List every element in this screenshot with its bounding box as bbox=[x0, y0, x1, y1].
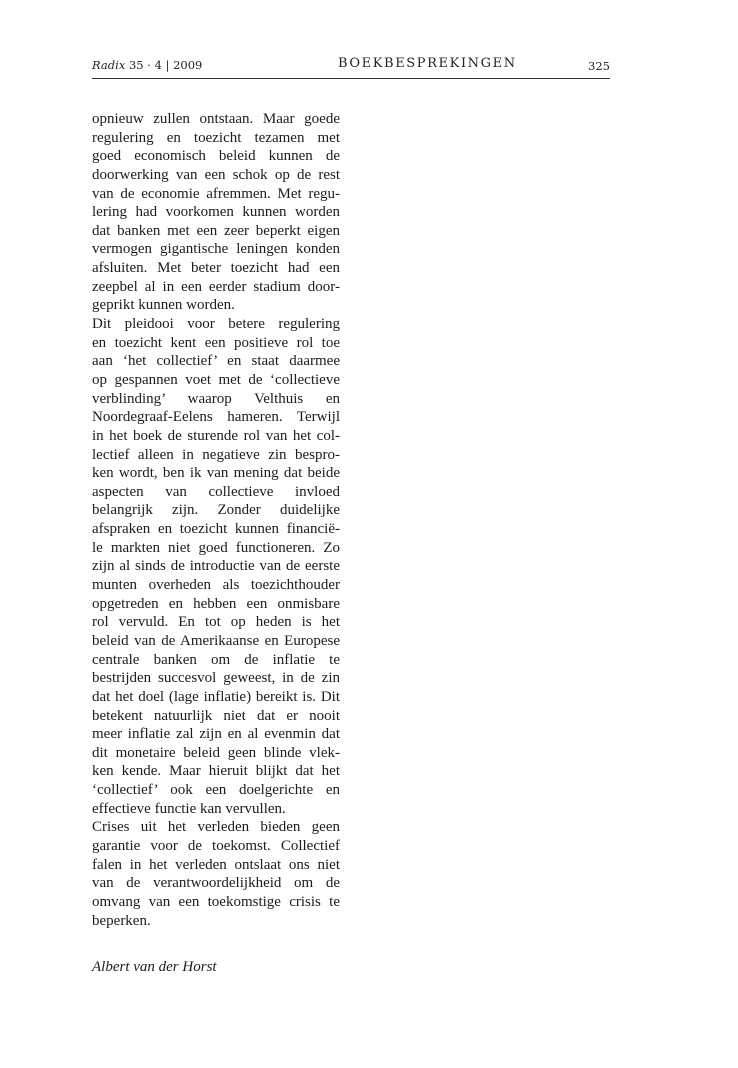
paragraph bbox=[92, 110, 340, 315]
text-line: meer inflatie zal zijn en al evenmin dat bbox=[92, 726, 340, 743]
text-line: ken kende. Maar hieruit blijkt dat het bbox=[92, 763, 340, 780]
section-title: BOEKBESPREKINGEN bbox=[338, 56, 517, 71]
text-line: beperken. bbox=[92, 912, 151, 929]
text-line: regulering en toezicht tezamen met bbox=[92, 129, 340, 146]
text-line: munten overheden als toezichthouder bbox=[92, 577, 340, 594]
text-line: in het boek de sturende rol van het col- bbox=[92, 427, 340, 444]
text-line: le markten niet goed functioneren. Zo bbox=[92, 539, 340, 556]
text-line: dat het doel (lage inflatie) bereikt is. Dit bbox=[92, 688, 340, 705]
text-line: vermogen gigantische leningen konden bbox=[92, 241, 340, 258]
text-line: opnieuw zullen ontstaan. Maar goede bbox=[92, 111, 340, 127]
text-line: beleid van de Amerikaanse en Europese bbox=[92, 632, 340, 649]
text-line: rol vervuld. En tot op heden is het bbox=[92, 614, 340, 631]
text-line: geprikt kunnen worden. bbox=[92, 297, 235, 314]
text-line: aan ‘het collectief’ en staat daarmee bbox=[92, 353, 340, 370]
text-line: zijn al sinds de introductie van de eerste bbox=[92, 558, 340, 575]
text-line: effectieve functie kan vervullen. bbox=[92, 800, 286, 817]
text-line: Dit pleidooi voor betere regulering bbox=[92, 316, 340, 333]
text-line: dat banken met een zeer beperkt eigen bbox=[92, 222, 340, 239]
text-line: ken wordt, ben ik van mening dat beide bbox=[92, 465, 340, 482]
text-line: bestrijden succesvol geweest, in de zin bbox=[92, 670, 340, 687]
text-line: verblinding’ waarop Velthuis en bbox=[92, 390, 340, 407]
issue-info: 35 · 4 | 2009 bbox=[128, 58, 203, 72]
text-line: centrale banken om de inflatie te bbox=[92, 651, 340, 668]
text-line: falen in het verleden ontslaat ons niet bbox=[92, 856, 340, 873]
text-line: op gespannen voet met de ‘collectieve bbox=[92, 371, 340, 388]
magazine-name: Radix bbox=[92, 58, 126, 72]
text-line: garantie voor de toekomst. Collectief bbox=[92, 837, 340, 854]
text-line: Noordegraaf-Eelens hameren. Terwijl bbox=[92, 409, 340, 426]
text-line: betekent natuurlijk niet dat er nooit bbox=[92, 707, 340, 724]
text-line: belangrijk zijn. Zonder duidelijke bbox=[92, 502, 340, 519]
text-line: van de verantwoordelijkheid om de bbox=[92, 875, 340, 892]
text-line: opgetreden en hebben een onmisbare bbox=[92, 595, 340, 612]
text-line: doorwerking van een schok op de rest bbox=[92, 166, 340, 183]
journal-reference bbox=[92, 58, 202, 72]
text-line: afspraken en toezicht kunnen financië- bbox=[92, 521, 340, 538]
text-line: ‘collectief’ ook een doelgerichte en bbox=[92, 782, 340, 799]
text-line: afsluiten. Met beter toezicht had een bbox=[92, 260, 340, 277]
text-line: lering had voorkomen kunnen worden bbox=[92, 204, 340, 221]
text-line: dit monetaire beleid geen blinde vlek- bbox=[92, 744, 340, 761]
page-number: 325 bbox=[588, 59, 610, 73]
text-line: aspecten van collectieve invloed bbox=[92, 483, 340, 500]
text-line: en toezicht kent een positieve rol toe bbox=[92, 334, 340, 351]
paragraph bbox=[92, 818, 340, 930]
text-line: zeepbel al in een eerder stadium door- bbox=[92, 278, 340, 295]
text-line: goed economisch beleid kunnen de bbox=[92, 148, 340, 165]
body-text-column bbox=[92, 110, 340, 930]
text-line: omvang van een toekomstige crisis te bbox=[92, 893, 340, 910]
text-line: Crises uit het verleden bieden geen bbox=[92, 819, 340, 836]
running-header bbox=[92, 56, 610, 79]
paragraph bbox=[92, 315, 340, 818]
review-author: Albert van der Horst bbox=[92, 959, 217, 975]
text-line: van de economie afremmen. Met regu- bbox=[92, 185, 340, 202]
text-line: lectief alleen in negatieve zin bespro- bbox=[92, 446, 340, 463]
